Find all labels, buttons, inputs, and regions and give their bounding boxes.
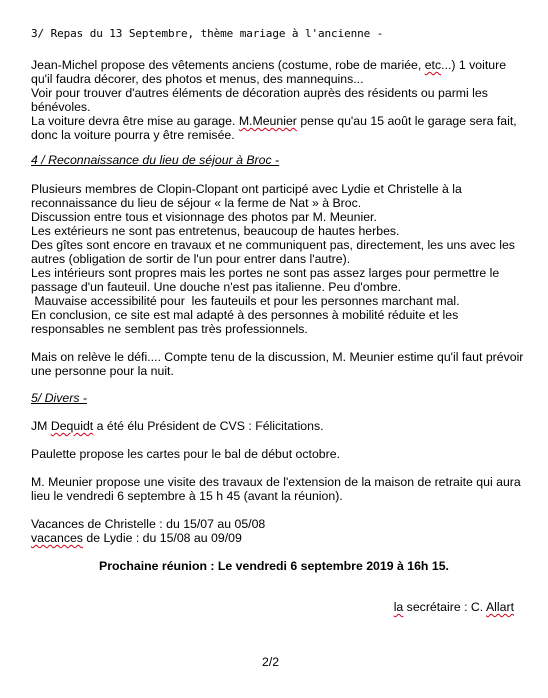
section4-line-3: Discussion entre tous et visionnage des photos par M. Meunier. [31,210,377,224]
section3-line-3: Voir pour trouver d'autres éléments de décoration auprès des résidents ou parmi les [31,86,488,100]
text-run: secrétaire : C. [403,600,486,614]
text-run: a été élu Président de CVS : Félicitations. [93,419,324,433]
section4-line-8: passage d'un fauteuil. Une douche n'est pas italienne. Peu d'ombre. [31,280,402,294]
section5-visit-line-1: M. Meunier propose une visite des travaux de l'extension de la maison de retraite qui aura [31,475,521,489]
section4-line-1: Plusieurs membres de Clopin-Clopant ont participé avec Lydie et Christelle à la [31,182,462,196]
section4-line-7: Les intérieurs sont propres mais les portes ne sont pas assez larges pour permettre le [31,266,500,280]
signature [394,600,514,614]
section5-heading: 5/ Divers - [31,391,88,405]
section5-paulette: Paulette propose les cartes pour le bal de début octobre. [31,447,340,461]
section4-line-11: responsables ne semblent pas très professionnels. [31,322,308,336]
section4-line-9: Mauvaise accessibilité pour les fauteuils et pour les personnes marchant mal. [31,294,460,308]
spellcheck-word: etc [424,58,442,72]
section3-heading: 3/ Repas du 13 Septembre, thème mariage à l'ancienne - [31,27,384,40]
text-run: La voiture devra être mise au garage. [31,114,239,128]
section4-line-2: reconnaissance du lieu de séjour « la ferme de Nat » à Broc. [31,196,362,210]
section4-line-10: En conclusion, ce site est mal adapté à des personnes à mobilité réduite et les [31,308,459,322]
section5-visit-line-2: lieu le vendredi 6 septembre à 15 h 45 (avant la réunion). [31,489,343,503]
spellcheck-word: vacances [31,531,83,545]
section3-line-4: bénévoles. [31,100,91,114]
spellcheck-word: Dequidt [50,419,94,433]
text-run: Jean-Michel propose des vêtements anciens (costume, robe de mariée, [31,58,425,72]
text-run: ...) 1 voiture [441,58,507,72]
vacances-christelle: Vacances de Christelle : du 15/07 au 05/08 [31,517,266,531]
spellcheck-word: M.Meunier [238,114,297,128]
section3-line-2: qu'il faudra décorer, des photos et menus, des mannequins... [31,72,364,86]
section4-conclusion-line-1: Mais on relève le défi.... Compte tenu de la discussion, M. Meunier estime qu'il faut prévoir [31,350,524,364]
section4-line-6: autres (obligation de sortir de l'un pour entrer dans l'autre). [31,252,351,266]
section3-line-6: donc la voiture pourra y être remisée. [31,128,235,142]
next-meeting: Prochaine réunion : Le vendredi 6 septembre 2019 à 16h 15. [99,559,449,573]
text-run: de Lydie : du 15/08 au 09/09 [82,531,242,545]
section4-line-4: Les extérieurs ne sont pas entretenus, beaucoup de hautes herbes. [31,224,400,238]
section3-line-5 [31,114,517,128]
page-number: 2/2 [262,655,280,669]
section4-heading: 4 / Reconnaissance du lieu de séjour à Broc - [31,153,280,167]
text-run: JM [31,419,51,433]
vacances-lydie [31,531,242,545]
spellcheck-word: la [393,600,404,614]
section5-president [31,419,324,433]
spellcheck-word: Allart [485,600,514,614]
section4-line-5: Des gîtes sont encore en travaux et ne communiquent pas, directement, les uns avec les [31,238,515,252]
section4-conclusion-line-2: une personne pour la nuit. [31,364,174,378]
section3-line-1 [31,58,506,72]
text-run: pense qu'au 15 août le garage sera fait, [296,114,517,128]
